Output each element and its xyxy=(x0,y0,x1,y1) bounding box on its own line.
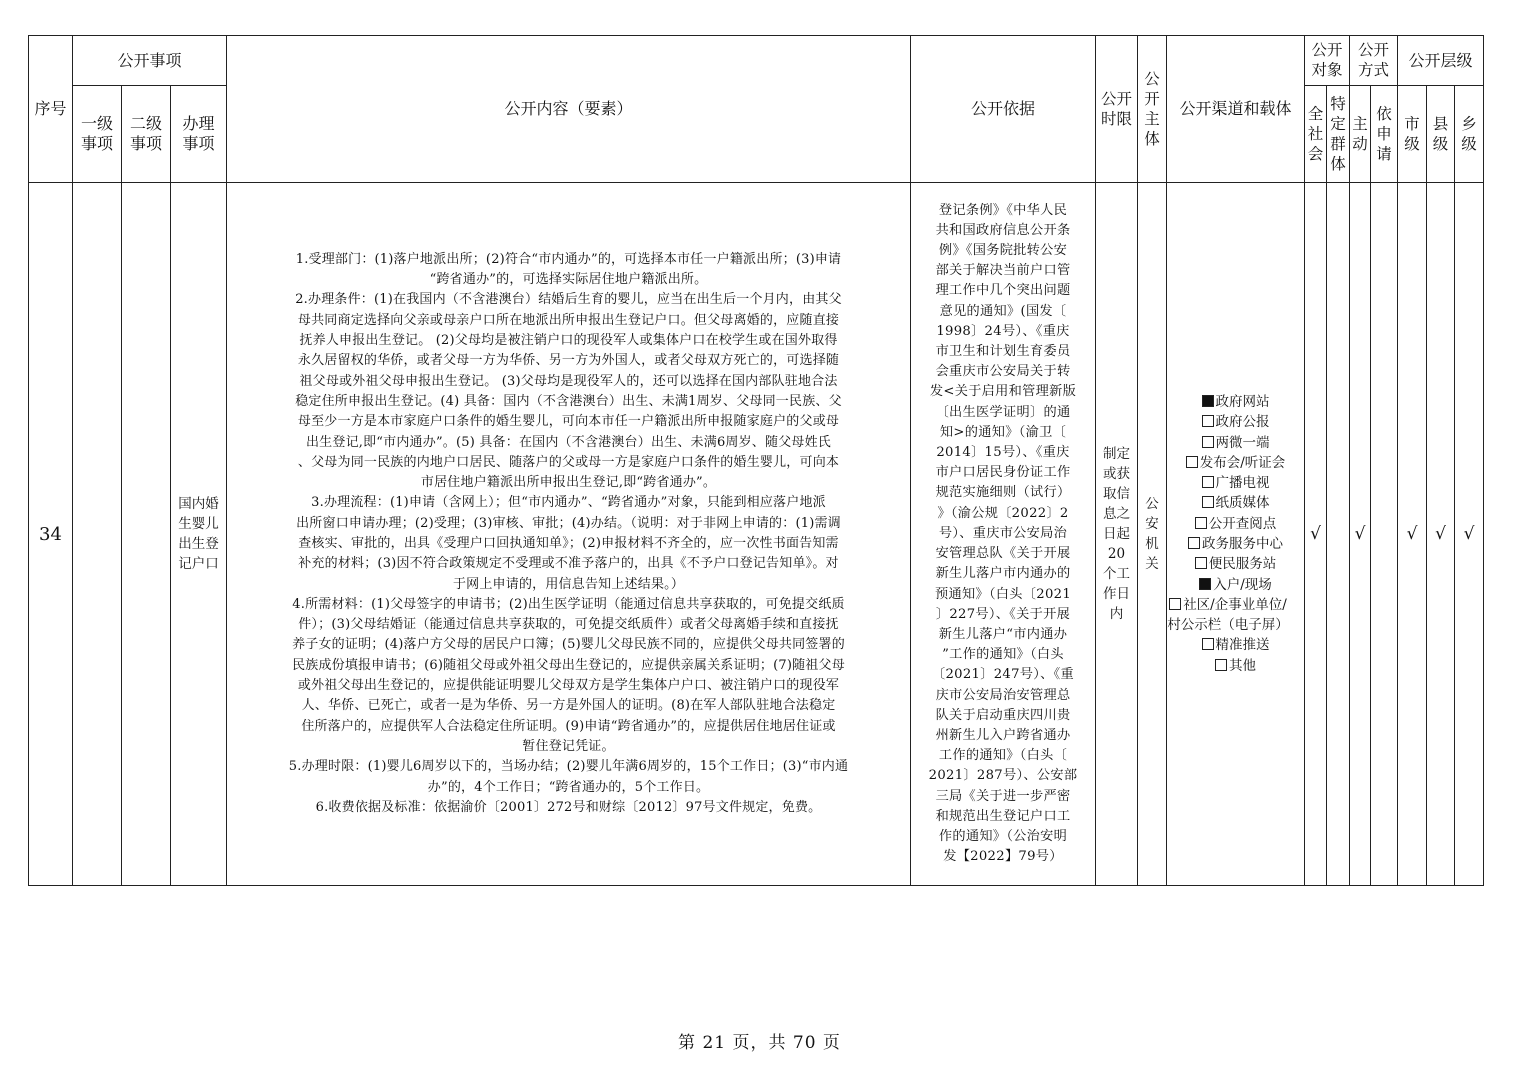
unchecked-box-icon xyxy=(1186,456,1198,468)
content-line: 出生登记,即“市内通办”。(5) 具备：在国内（不含港澳台）出生、未满6周岁、随父母姓氏 xyxy=(305,434,832,450)
content-line: 办”的，4个工作日；“跨省通办的，5个工作日。 xyxy=(427,779,710,795)
unchecked-box-icon xyxy=(1195,557,1207,569)
header-level-county: 县级 xyxy=(1427,86,1455,183)
basis-line: 共和国政府信息公开条 xyxy=(935,222,1071,238)
channel-item xyxy=(1167,635,1304,655)
channel-label: 广播电视 xyxy=(1215,475,1270,492)
content-line: 祖父母或外祖父母申报出生登记。 (3)父母均是现役军人的，还可以选择在国内部队驻地合法 xyxy=(299,373,838,389)
basis-line: 作的通知》（公治安明 xyxy=(938,828,1068,844)
header-object-all: 全社会 xyxy=(1305,86,1327,183)
row-level1 xyxy=(73,183,122,886)
content-line: 住所落户的，应提供军人合法稳定住所证明。(9)申请“跨省通办”的，应提供居住地居住证或 xyxy=(301,718,836,734)
channel-label: 便民服务站 xyxy=(1208,556,1277,573)
row-basis xyxy=(911,183,1096,886)
basis-line: 部关于解决当前户口管 xyxy=(935,263,1071,279)
header-method-active: 主动 xyxy=(1350,86,1371,183)
content-line: 暂住登记凭证。 xyxy=(522,738,615,754)
content-line: 民族成份填报申请书；(6)随祖父母或外祖父母出生登记的，应提供亲属关系证明；(7)随祖父母 xyxy=(292,657,845,673)
header-level-city: 市级 xyxy=(1398,86,1427,183)
content-line: 永久居留权的华侨，或者父母一方为华侨、另一方为外国人，或者父母双方死亡的，可选择随 xyxy=(297,353,840,369)
content-line: 稳定住所申报出生登记。(4) 具备：国内（不含港澳台）出生、未满1周岁、父母同一民族、父 xyxy=(295,393,842,409)
header-level2: 二级事项 xyxy=(122,86,171,183)
basis-line: 队关于启动重庆四川贵 xyxy=(935,707,1071,723)
content-line: 出所窗口申请办理；(2)受理；(3)审核、审批；(4)办结。（说明：对于非网上申请的：(1)需调 xyxy=(296,515,841,531)
content-line: 或外祖父母出生登记的，应提供能证明婴儿父母双方是学生集体户户口、被注销户口的现役军 xyxy=(297,678,840,694)
unchecked-box-icon xyxy=(1195,517,1207,529)
channel-label: 其他 xyxy=(1229,657,1256,674)
unchecked-box-icon xyxy=(1215,659,1227,671)
channel-label: 两微一端 xyxy=(1215,434,1270,451)
unchecked-box-icon xyxy=(1202,436,1214,448)
content-line: 养子女的证明；(4)落户方父母的居民户口簿；(5)婴儿父母民族不同的，应提供父母共同签署的 xyxy=(292,637,845,653)
channel-item xyxy=(1167,433,1304,453)
basis-line: 工作的通知》（白头〔 xyxy=(938,748,1068,764)
content-line: 补充的材料；(3)因不符合政策规定不受理或不准予落户的，出具《不予户口登记告知单》。对 xyxy=(298,556,839,572)
channel-label: 精准推送 xyxy=(1215,637,1270,654)
page-footer: 第 21 页，共 70 页 xyxy=(678,1033,841,1053)
channel-item xyxy=(1167,595,1289,636)
basis-text xyxy=(911,201,1095,868)
row-seq: 34 xyxy=(29,183,73,886)
channel-item xyxy=(1167,392,1304,412)
channel-label: 入户/现场 xyxy=(1213,576,1272,593)
channel-label: 政务服务中心 xyxy=(1202,536,1283,552)
basis-line: 发【2022】79号） xyxy=(943,849,1063,865)
unchecked-box-icon xyxy=(1188,537,1200,549)
header-level1: 一级事项 xyxy=(73,86,122,183)
basis-line: 新生儿落户市内通办的 xyxy=(935,566,1071,582)
channel-item xyxy=(1167,412,1304,432)
channel-label: 公开查阅点 xyxy=(1208,515,1277,532)
basis-line: 〔出生医学证明〕的通 xyxy=(935,404,1071,420)
row-subject: 公安机关 xyxy=(1138,183,1167,886)
content-line: 母共同商定选择向父亲或母亲户口所在地派出所申报出生登记户口。但父母离婚的，应随直接 xyxy=(297,312,840,328)
basis-line: 理工作中几个突出问题 xyxy=(935,283,1071,299)
content-line: 1.受理部门：(1)落户地派出所；(2)符合“市内通办”的，可选择本市任一户籍派出所；(3)申请 xyxy=(295,251,842,267)
channel-label: 社区/企事业单位/村公示栏（电子屏） xyxy=(1167,596,1289,634)
basis-line: 〕227号）、《关于开展 xyxy=(935,606,1071,622)
disclosure-table xyxy=(28,35,1484,886)
row-channels xyxy=(1167,183,1305,886)
basis-line: 〔2021〕247号）、《重 xyxy=(931,667,1075,683)
row-level-county: √ xyxy=(1427,183,1455,886)
content-line: 件）；(3)父母结婚证（能通过信息共享获取的，可免提交纸质件）或者父母离婚手续和直接抚 xyxy=(298,617,839,633)
unchecked-box-icon xyxy=(1202,638,1214,650)
header-level-group: 公开层级 xyxy=(1398,36,1484,86)
content-line: 3.办理流程：(1)申请（含网上）；但“市内通办”、“跨省通办”对象，只能到相应落户地派 xyxy=(311,495,826,511)
row-content xyxy=(227,183,911,886)
basis-line: 三局《关于进一步严密 xyxy=(935,788,1071,804)
header-subject: 公开主体 xyxy=(1138,36,1167,183)
channel-item xyxy=(1167,453,1304,473)
content-line: 母至少一方是本市家庭户口条件的婚生婴儿，可向本市任一户籍派出所申报随家庭户的父或母 xyxy=(297,414,840,430)
header-object-specific: 特定群体 xyxy=(1327,86,1350,183)
row-method-apply xyxy=(1371,183,1398,886)
content-line: 5.办理时限：(1)婴儿6周岁以下的，当场办结；(2)婴儿年满6周岁的，15个工作日；(3)“市内通 xyxy=(288,759,849,775)
channel-item xyxy=(1167,514,1304,534)
content-line: “跨省通办”的，可选择实际居住地户籍派出所。 xyxy=(429,272,708,288)
content-line: 人、华侨、已死亡，或者一是为华侨、另一方是外国人的证明。(8)在军人部队驻地合法稳定 xyxy=(301,698,836,714)
channel-label: 政府公报 xyxy=(1215,414,1270,431)
header-time-limit: 公开时限 xyxy=(1096,36,1138,183)
basis-line: 安管理总队《关于开展 xyxy=(935,546,1071,562)
row-level-town: √ xyxy=(1455,183,1484,886)
content-line: 4.所需材料：(1)父母签字的申请书；(2)出生医学证明（能通过信息共享获取的，可免提交纸质 xyxy=(292,596,845,612)
unchecked-box-icon xyxy=(1169,598,1181,610)
table-row xyxy=(29,183,1484,886)
content-line: 于网上申请的，用信息告知上述结果。） xyxy=(452,576,685,592)
header-content: 公开内容（要素） xyxy=(227,36,911,183)
basis-line: 2014〕15号）、《重庆 xyxy=(936,445,1070,461)
basis-line: ”工作的通知》（白头 xyxy=(942,647,1064,663)
content-line: 市居住地户籍派出所申报出生登记,即“跨省通办”。 xyxy=(420,475,717,491)
content-line: 6.收费依据及标准：依据渝价〔2001〕272号和财综〔2012〕97号文件规定，免费。 xyxy=(315,799,822,815)
unchecked-box-icon xyxy=(1202,415,1214,427)
channel-item xyxy=(1167,656,1304,676)
channel-item xyxy=(1167,534,1304,554)
checked-box-icon xyxy=(1202,395,1214,407)
basis-line: 预通知》（白头〔2021 xyxy=(934,586,1072,602)
basis-line: 发<关于启用和管理新版 xyxy=(929,384,1077,400)
channel-list xyxy=(1167,392,1304,676)
basis-line: 新生儿落户“市内通办 xyxy=(938,626,1068,642)
basis-line: 市户口居民身份证工作 xyxy=(935,465,1071,481)
basis-line: 2021〕287号）、公安部 xyxy=(928,768,1078,784)
header-seq: 序号 xyxy=(29,36,73,183)
header-object-group: 公开对象 xyxy=(1305,36,1350,86)
content-text xyxy=(227,250,910,818)
row-time-limit: 制定或获取信息之日起20个工作日内 xyxy=(1096,183,1138,886)
content-line: 、父母为同一民族的内地户口居民、随落户的父或母一方是家庭户口条件的婚生婴儿，可向本 xyxy=(297,454,840,470)
channel-label: 政府网站 xyxy=(1215,393,1270,410)
row-method-active: √ xyxy=(1350,183,1371,886)
basis-line: 市卫生和计划生育委员 xyxy=(935,344,1071,360)
basis-line: 和规范出生登记户口工 xyxy=(935,808,1071,824)
channel-item xyxy=(1167,473,1304,493)
basis-line: 会重庆市公安局关于转 xyxy=(935,364,1071,380)
header-method-apply: 依申请 xyxy=(1371,86,1398,183)
row-level2 xyxy=(122,183,171,886)
checked-box-icon xyxy=(1199,578,1211,590)
channel-item xyxy=(1167,493,1304,513)
basis-line: 州新生儿入户跨省通办 xyxy=(935,727,1071,743)
header-basis: 公开依据 xyxy=(911,36,1096,183)
basis-line: 意见的通知》(国发〔 xyxy=(939,303,1067,319)
channel-label: 纸质媒体 xyxy=(1215,495,1270,512)
channel-label: 发布会/听证会 xyxy=(1199,454,1286,471)
header-handle: 办理事项 xyxy=(171,86,227,183)
content-line: 抚养人申报出生登记。 (2)父母均是被注销户口的现役军人或集体户口在校学生或在国外取得 xyxy=(299,333,838,349)
basis-line: 规范实施细则（试行） xyxy=(935,485,1071,501)
unchecked-box-icon xyxy=(1202,496,1214,508)
channel-item xyxy=(1167,554,1304,574)
header-channel: 公开渠道和载体 xyxy=(1167,36,1305,183)
basis-line: 庆市公安局治安管理总 xyxy=(935,687,1071,703)
row-handle: 国内婚生婴儿出生登记户口 xyxy=(171,183,227,886)
row-level-city: √ xyxy=(1398,183,1427,886)
basis-line: 》（渝公规〔2022〕2 xyxy=(937,505,1069,521)
content-line: 2.办理条件：(1)在我国内（不含港澳台）结婚后生育的婴儿，应当在出生后一个月内，由其父 xyxy=(295,292,842,308)
content-line: 查核实、审批的，出具《受理户口回执通知单》；(2)申报材料不齐全的，应一次性书面告知需 xyxy=(298,536,839,551)
basis-line: 号）、重庆市公安局治 xyxy=(938,525,1068,541)
header-method-group: 公开方式 xyxy=(1350,36,1398,86)
basis-line: 例》《国务院批转公安 xyxy=(938,243,1068,259)
basis-line: 登记条例》《中华人民 xyxy=(938,202,1068,218)
row-object-specific xyxy=(1327,183,1350,886)
unchecked-box-icon xyxy=(1202,476,1214,488)
basis-line: 知>的通知》（渝卫〔 xyxy=(939,424,1067,440)
header-items-group: 公开事项 xyxy=(73,36,227,86)
row-object-all: √ xyxy=(1305,183,1327,886)
basis-line: 1998〕24号）、《重庆 xyxy=(936,323,1070,339)
header-level-town: 乡级 xyxy=(1455,86,1484,183)
channel-item xyxy=(1167,575,1304,595)
